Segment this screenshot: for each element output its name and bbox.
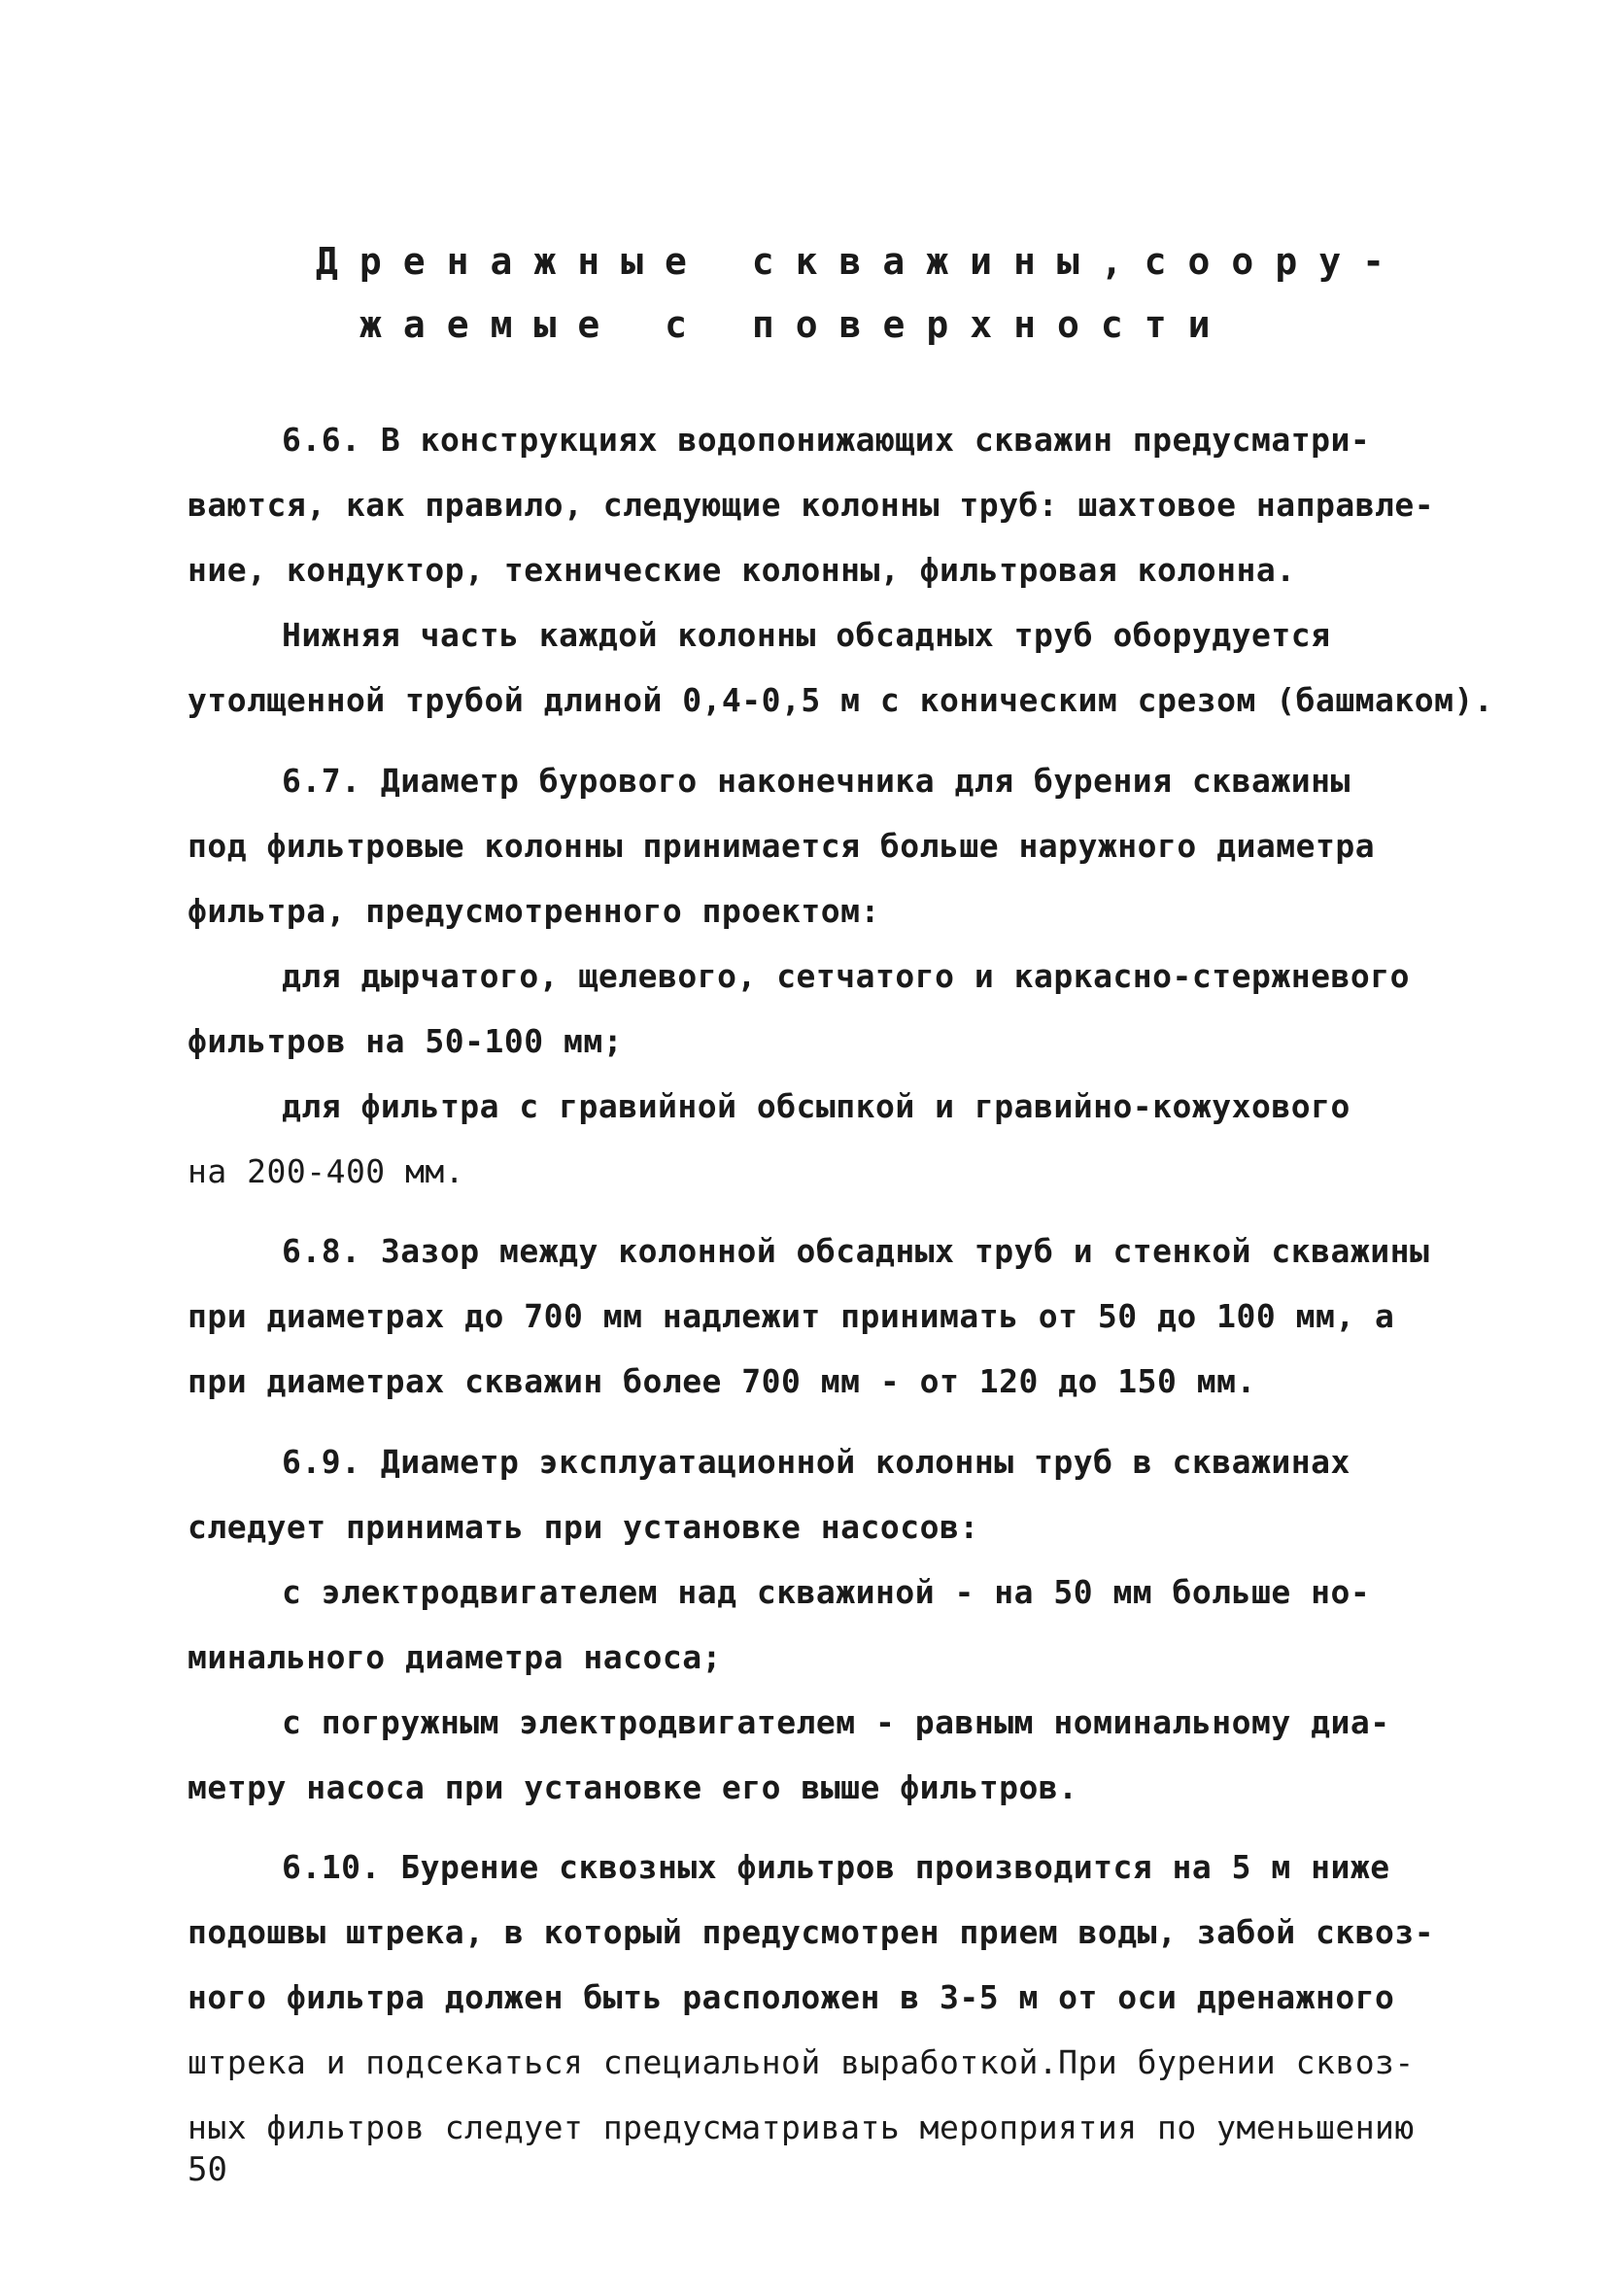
paragraph-6-6-line-2: ваются, как правило, следующие колонны труб: шахтовое направле-: [188, 486, 1435, 524]
paragraph-6-9b-line-2: метру насоса при установке его выше фильтров.: [188, 1768, 1078, 1806]
paragraph-6-7a-line-1: для дырчатого, щелевого, сетчатого и каркасно-стержневого: [282, 957, 1410, 995]
paragraph-6-7a-line-2: фильтров на 50-100 мм;: [188, 1022, 624, 1060]
paragraph-6-7-line-1: 6.7. Диаметр бурового наконечника для бурения скважины: [282, 762, 1351, 800]
paragraph-6-7b-line-1: для фильтра с гравийной обсыпкой и гравийно-кожухового: [282, 1087, 1351, 1125]
paragraph-6-6b-line-1: Нижняя часть каждой колонны обсадных труб оборудуется: [282, 616, 1331, 654]
paragraph-6-9b-line-1: с погружным электродвигателем - равным номинальному диа-: [282, 1703, 1390, 1741]
paragraph-6-7-line-2: под фильтровые колонны принимается больше наружного диаметра: [188, 827, 1376, 865]
paragraph-6-10-line-3: ного фильтра должен быть расположен в 3-5 м от оси дренажного: [188, 1978, 1395, 2016]
paragraph-6-10-line-4: штрека и подсекаться специальной выработкой.При бурении сквоз-: [188, 2043, 1415, 2081]
paragraph-6-6-line-3: ние, кондуктор, технические колонны, фильтровая колонна.: [188, 551, 1296, 589]
paragraph-6-10-line-2: подошвы штрека, в который предусмотрен прием воды, забой сквоз-: [188, 1913, 1435, 1951]
paragraph-6-7-line-3: фильтра, предусмотренного проектом:: [188, 892, 880, 930]
page-number: 50: [188, 2150, 227, 2189]
paragraph-6-9-line-2: следует принимать при установке насосов:: [188, 1508, 979, 1546]
paragraph-6-10-line-1: 6.10. Бурение сквозных фильтров производится на 5 м ниже: [282, 1848, 1390, 1886]
paragraph-6-8-line-3: при диаметрах скважин более 700 мм - от 120 до 150 мм.: [188, 1362, 1256, 1400]
paragraph-6-6-line-1: 6.6. В конструкциях водопонижающих скважин предусматри-: [282, 421, 1371, 459]
paragraph-6-8-line-1: 6.8. Зазор между колонной обсадных труб и стенкой скважины: [282, 1232, 1430, 1270]
section-heading-line-2: жаемые с поверхности: [359, 303, 1232, 346]
paragraph-6-9-line-1: 6.9. Диаметр эксплуатационной колонны труб в скважинах: [282, 1443, 1351, 1481]
paragraph-6-10-line-5: ных фильтров следует предусматривать мероприятия по уменьшению: [188, 2108, 1415, 2146]
paragraph-6-6b-line-2: утолщенной трубой длиной 0,4-0,5 м с коническим срезом (башмаком).: [188, 681, 1494, 719]
paragraph-6-9a-line-1: с электродвигателем над скважиной - на 50 мм больше но-: [282, 1573, 1371, 1611]
paragraph-6-7b-line-2: на 200-400 мм.: [188, 1152, 465, 1190]
paragraph-6-8-line-2: при диаметрах до 700 мм надлежит принимать от 50 до 100 мм, а: [188, 1297, 1395, 1335]
paragraph-6-9a-line-2: минального диаметра насоса;: [188, 1638, 722, 1676]
section-heading-line-1: Дренажные скважины,соору-: [316, 240, 1406, 283]
